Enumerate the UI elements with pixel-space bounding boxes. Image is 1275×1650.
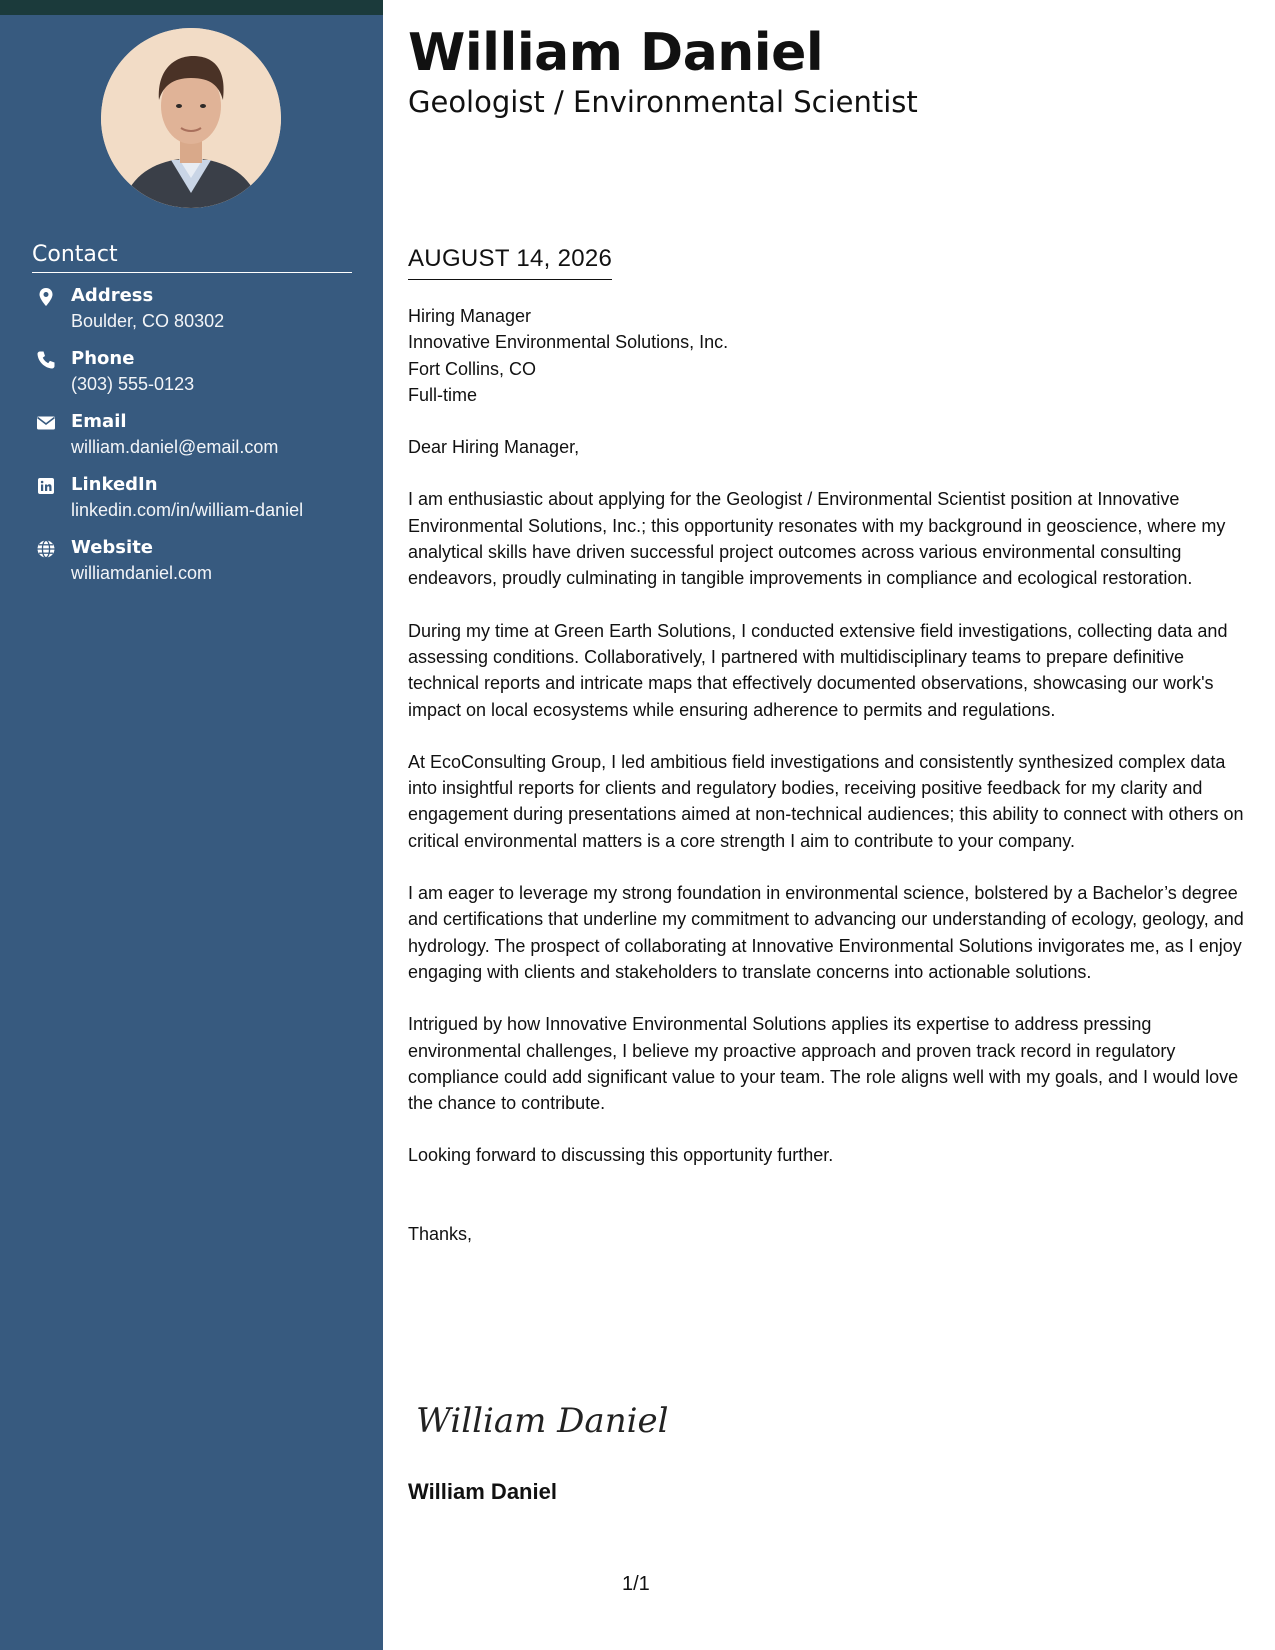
globe-icon [36,539,56,559]
contact-item-email [32,411,362,474]
profile-photo [101,28,281,208]
sidebar [0,0,383,1650]
recipient-line: Hiring Manager [408,306,532,326]
contact-label-linkedin: LinkedIn [71,474,158,495]
map-pin-icon [36,287,56,307]
recipient-line: Full-time [408,384,478,405]
letter-date: AUGUST 14, 2026 [408,244,612,280]
salutation: Dear Hiring Manager, [408,437,580,458]
candidate-name: William Daniel [408,23,824,83]
sidebar-top-bar [0,0,383,15]
contact-label-website: Website [71,537,154,558]
recipient-line: Fort Collins, CO [408,358,537,379]
contact-value-linkedin[interactable]: linkedin.com/in/william-daniel [71,500,304,520]
letter-paragraph: I am eager to leverage my strong foundation in environmental science, bolstered by a Bachelor’s degree and certifications that underline my commitment to advancing our understanding of ecology, geology, and hydrology. The prospect of collaborating at Innovative Environmental Solutions invigorates me, as I enjoy engaging with clients and stakeholders to translate concerns into actionable solutions. [408,883,1244,982]
envelope-icon [36,413,56,433]
contact-label-email: Email [71,411,127,432]
closing: Thanks, [408,1223,473,1244]
contact-item-phone [32,348,362,411]
letter-paragraph: At EcoConsulting Group, I led ambitious field investigations and consistently synthesized complex data into insightful reports for clients and regulatory bodies, receiving positive feedback for my clarity and engagement during presentations aimed at non-technical audiences; this ability to connect with others on critical environmental matters is a core strength I aim to contribute to your company. [408,751,1244,851]
letter-paragraph: I am enthusiastic about applying for the Geologist / Environmental Scientist position at Innovative Environmental Solutions, Inc.; this opportunity resonates with my background in geoscience, where my analytical skills have driven successful project outcomes across various environmental consulting endeavors, proudly culminating in tangible improvements in compliance and ecological restoration. [408,489,1226,589]
contact-value-email[interactable]: william.daniel@email.com [71,437,279,457]
contact-item-linkedin [32,474,362,537]
letter-paragraph: Intrigued by how Innovative Environmental Solutions applies its expertise to address pressing environmental challenges, I believe my proactive approach and proven track record in regulatory compliance could add significant value to your team. The role aligns well with my goals, and I would love the chance to contribute. [408,1014,1239,1114]
signature-image [412,1392,682,1452]
contact-label-address: Address [71,285,154,306]
letter-paragraph: Looking forward to discussing this opportunity further. [408,1145,834,1166]
letter-paragraph: During my time at Green Earth Solutions, I conducted extensive field investigations, collecting data and assessing conditions. Collaboratively, I partnered with multidisciplinary teams to prepare definitive technical reports and intricate maps that effectively documented observations, showcasing our work's impact on local ecosystems while ensuring adherence to permits and regulations. [408,620,1228,720]
signature-text: William Daniel [416,1401,669,1441]
contact-item-address [32,285,362,348]
contact-value-website[interactable]: williamdaniel.com [71,563,213,583]
page-number: 1/1 [622,1573,650,1595]
letter-body [408,303,1248,1247]
contact-label-phone: Phone [71,348,135,369]
recipient-block [408,303,1248,408]
signer-name: William Daniel [408,1479,557,1504]
contact-list [32,285,362,600]
profile-photo-image [101,28,281,208]
phone-icon [36,350,56,370]
contact-value-phone: (303) 555-0123 [71,374,195,394]
contact-value-address: Boulder, CO 80302 [71,311,225,331]
signature-drawing [412,1392,682,1452]
candidate-title: Geologist / Environmental Scientist [408,85,918,119]
recipient-line: Innovative Environmental Solutions, Inc. [408,332,729,353]
contact-heading: Contact [32,242,352,273]
linkedin-icon [36,476,56,496]
contact-item-website [32,537,362,600]
